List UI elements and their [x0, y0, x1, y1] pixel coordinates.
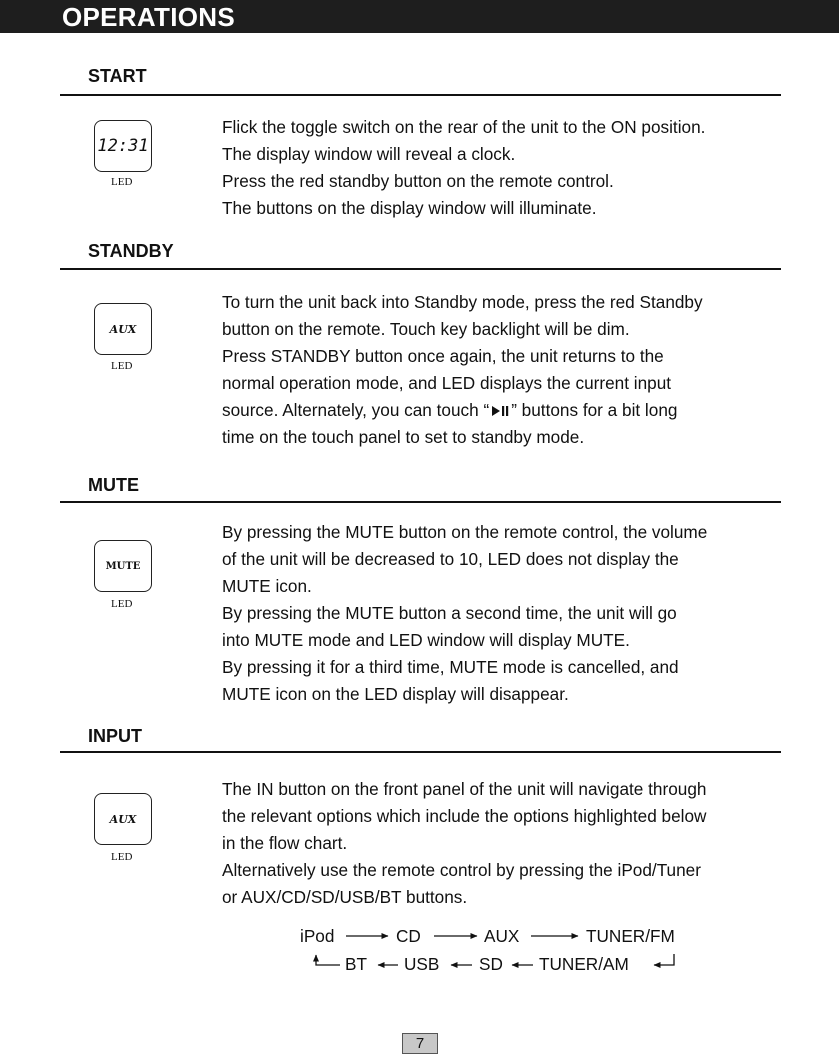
text-line: Press the red standby button on the remote control.	[222, 171, 614, 191]
text-fragment: source. Alternately, you can touch “	[222, 400, 490, 420]
section-title-input: INPUT	[88, 726, 142, 746]
text-line: the relevant options which include the options highlighted below	[222, 806, 707, 826]
text-line: of the unit will be decreased to 10, LED does not display the	[222, 549, 679, 569]
flow-node-cd: CD	[396, 926, 421, 946]
text-line: By pressing the MUTE button a second time, the unit will go	[222, 603, 677, 623]
section-title-mute: MUTE	[88, 475, 139, 495]
text-fragment: ” buttons for a bit long	[511, 400, 678, 420]
text-line: normal operation mode, and LED displays the current input	[222, 373, 672, 393]
page-number: 7	[402, 1033, 438, 1054]
text-line: button on the remote. Touch key backlight will be dim.	[222, 319, 630, 339]
text-line: MUTE icon.	[222, 576, 312, 596]
flow-node-usb: USB	[404, 954, 440, 974]
led-aux-text: AUX	[109, 812, 137, 826]
text-line: Press STANDBY button once again, the unit returns to the	[222, 346, 664, 366]
text-line: time on the touch panel to set to standby mode.	[222, 427, 585, 447]
loop-back-arrow-icon	[316, 955, 340, 965]
led-aux-text: AUX	[109, 322, 137, 336]
page-title: OPERATIONS	[62, 2, 235, 32]
text-line: The buttons on the display window will illuminate.	[222, 198, 597, 218]
text-line: By pressing the MUTE button on the remote control, the volume	[222, 522, 708, 542]
text-line: Flick the toggle switch on the rear of the unit to the ON position.	[222, 117, 706, 137]
led-clock-text: 12:31	[97, 136, 149, 156]
text-line: By pressing it for a third time, MUTE mode is cancelled, and	[222, 657, 679, 677]
text-line: The IN button on the front panel of the unit will navigate through	[222, 779, 707, 799]
flow-node-ipod: iPod	[300, 926, 335, 946]
flow-node-tuner-fm: TUNER/FM	[586, 926, 675, 946]
led-caption: LED	[111, 598, 133, 610]
text-line: or AUX/CD/SD/USB/BT buttons.	[222, 887, 468, 907]
text-line: MUTE icon on the LED display will disappear.	[222, 684, 569, 704]
flow-node-aux: AUX	[484, 926, 520, 946]
section-title-standby: STANDBY	[88, 241, 174, 261]
text-line: The display window will reveal a clock.	[222, 144, 516, 164]
led-caption: LED	[111, 360, 133, 372]
led-caption: LED	[111, 851, 133, 863]
text-line: To turn the unit back into Standby mode, press the red Standby	[222, 292, 703, 312]
led-caption: LED	[111, 176, 133, 188]
return-arrow-icon	[654, 954, 674, 965]
flow-node-sd: SD	[479, 954, 503, 974]
text-line: into MUTE mode and LED window will display MUTE.	[222, 630, 630, 650]
flow-node-tuner-am: TUNER/AM	[539, 954, 629, 974]
flow-node-bt: BT	[345, 954, 367, 974]
section-title-start: START	[88, 66, 147, 86]
led-mute-text: MUTE	[105, 560, 141, 572]
text-line: Alternatively use the remote control by pressing the iPod/Tuner	[222, 860, 701, 880]
text-line: in the flow chart.	[222, 833, 348, 853]
